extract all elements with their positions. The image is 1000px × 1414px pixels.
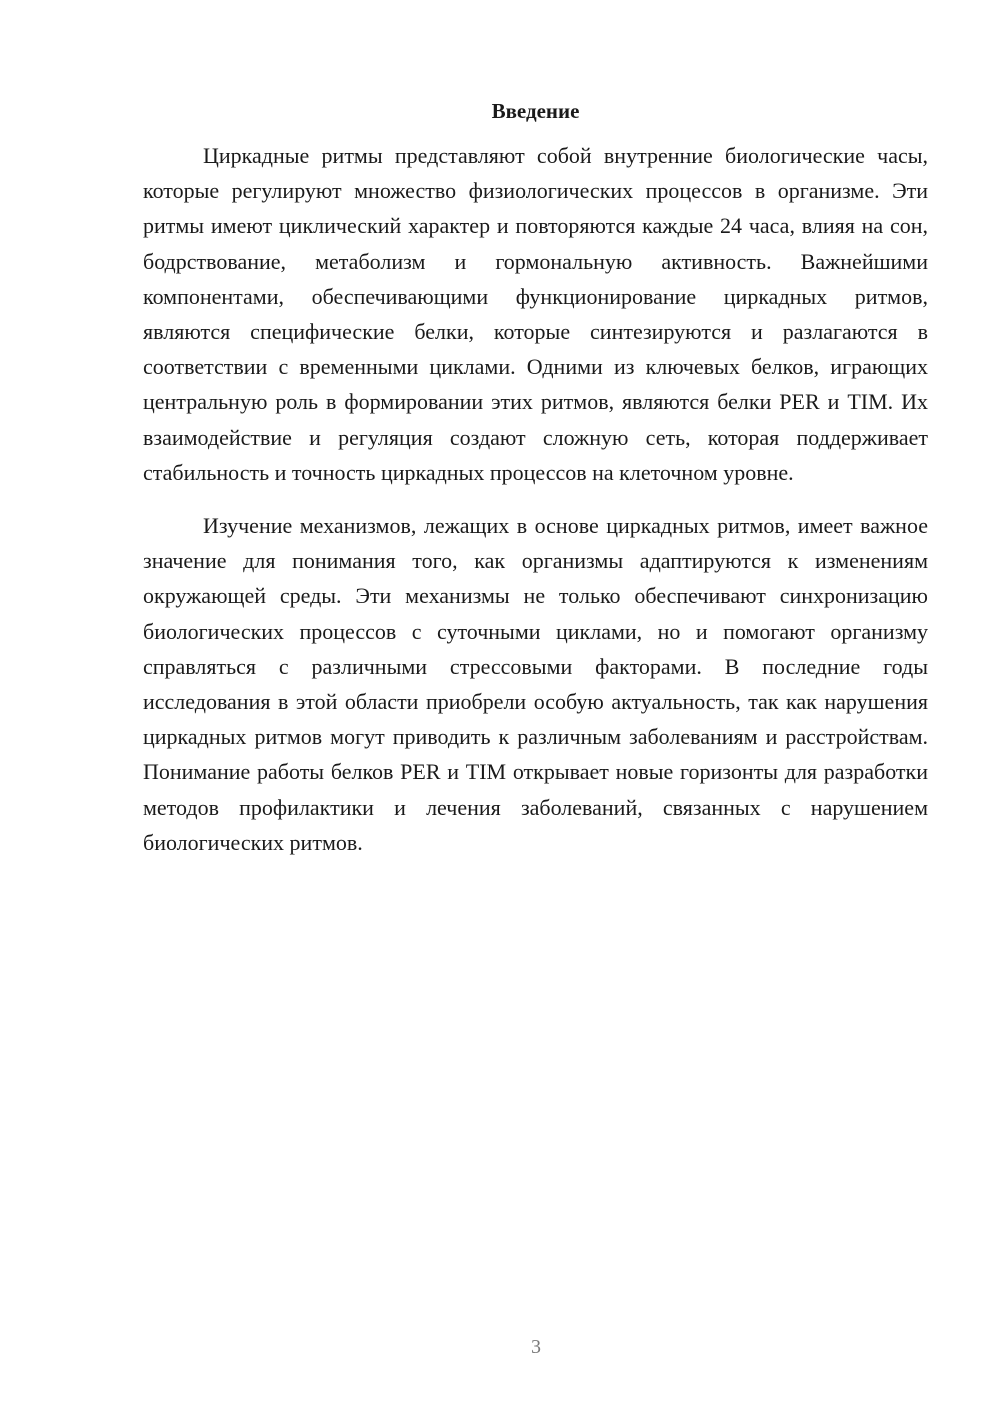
- page-number: 3: [531, 1336, 541, 1358]
- paragraph-1: Циркадные ритмы представляют собой внутренние биологические часы, которые регулируют множество физиологических процессов в организме. Эти ритмы имеют циклический характер и повторяются каждые 24 часа, влияя на сон, бодрствование, метаболизм и гормональную активность. Важнейшими компонентами, обеспечивающими функционирование циркадных ритмов, являются специфические белки, которые синтезируются и разлагаются в соответствии с временными циклами. Одними из ключевых белков, играющих центральную роль в формировании этих ритмов, являются белки PER и TIM. Их взаимодействие и регуляция создают сложную сеть, которая поддерживает стабильность и точность циркадных процессов на клеточном уровне.: [143, 143, 928, 485]
- page-content: [143, 96, 928, 860]
- section-title: Введение: [491, 99, 580, 123]
- paragraph-2: Изучение механизмов, лежащих в основе циркадных ритмов, имеет важное значение для понимания того, как организмы адаптируются к изменениям окружающей среды. Эти механизмы не только обеспечивают синхронизацию биологических процессов с суточными циклами, но и помогают организму справляться с различными стрессовыми факторами. В последние годы исследования в этой области приобрели особую актуальность, так как нарушения циркадных ритмов могут приводить к различным заболеваниям и расстройствам. Понимание работы белков PER и TIM открывает новые горизонты для разработки методов профилактики и лечения заболеваний, связанных с нарушением биологических ритмов.: [143, 513, 928, 855]
